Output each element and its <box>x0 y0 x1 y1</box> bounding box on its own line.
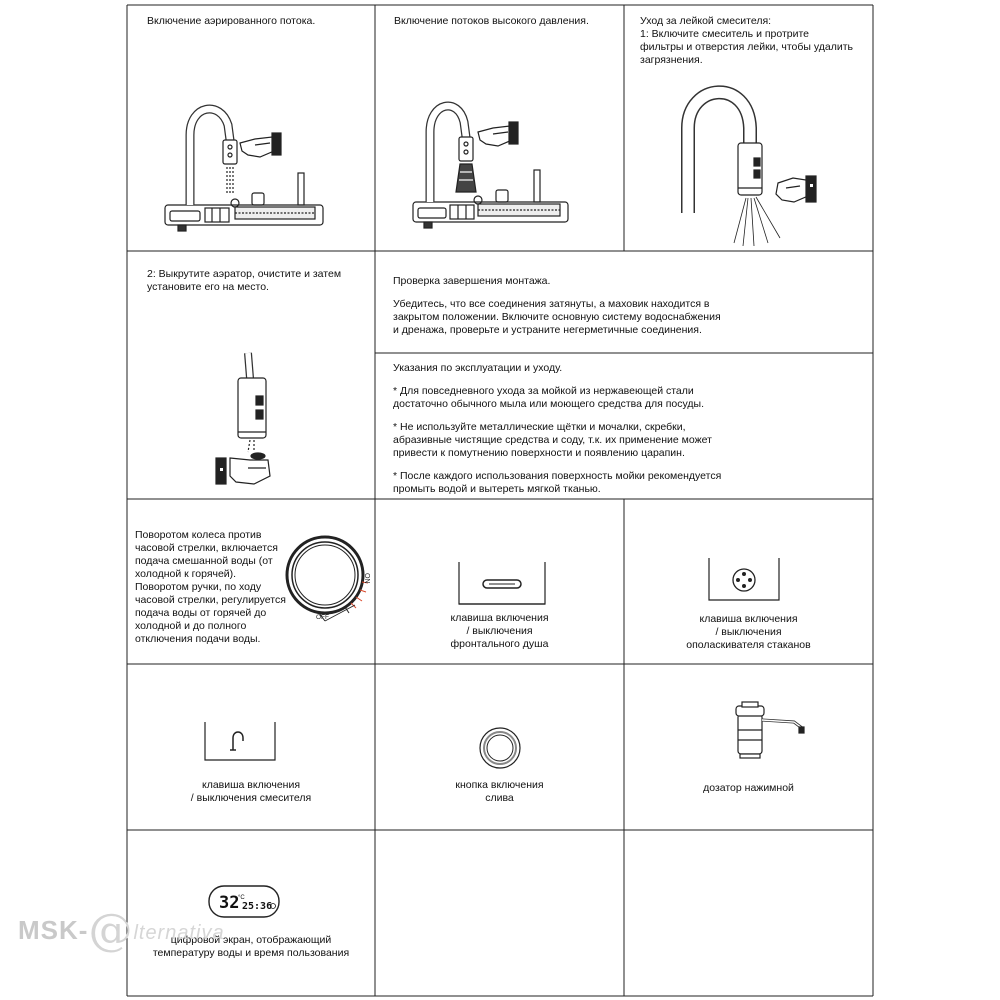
installation-check-text <box>393 275 721 337</box>
faucet-care-line-3: фильтры и отверстия лейки, чтобы удалить <box>640 41 854 53</box>
mixer-key-icon <box>203 720 279 764</box>
watermark-brand: MSK- <box>18 915 89 945</box>
faucet-head-spray-illustration <box>668 78 828 248</box>
mixer-key-line-2: / выключения смесителя <box>190 792 312 804</box>
installation-check-line-3: и дренажа, проверьте и устраните негерметичные соединения. <box>393 324 702 336</box>
installation-check-line-2: закрытом положении. Включите основную систему водоснабжения <box>393 311 721 323</box>
faucet-care-line-1: Уход за лейкой смесителя: <box>640 15 772 27</box>
usage-care-p2-line-1: * Не используйте металлические щётки и мочалки, скребки, <box>393 421 686 433</box>
soap-dispenser-icon <box>732 700 812 760</box>
aerated-flow-title: Включение аэрированного потока. <box>147 15 316 27</box>
usage-care-p3-line-2: промыть водой и вытереть мягкой тканью. <box>393 483 601 495</box>
cell-empty-1 <box>375 830 624 996</box>
mixer-key-caption <box>127 779 375 805</box>
front-shower-line-1: клавиша включения <box>450 612 549 624</box>
usage-care-p1-line-2: достаточно обычного мыла или моющего средства для посуды. <box>393 398 705 410</box>
aerator-line-1: 2: Выкрутите аэратор, очистите и затем <box>147 268 342 280</box>
control-wheel-line-1: Поворотом колеса против <box>135 529 262 541</box>
control-wheel-line-4: холодной к горячей). <box>135 568 237 580</box>
sink-faucet-high-pressure-illustration <box>408 92 578 232</box>
usage-care-text <box>393 362 721 506</box>
control-wheel-dial <box>285 535 377 627</box>
control-wheel-text <box>135 529 286 646</box>
usage-care-p2-line-2: абразивные чистящие средства и соду, т.к. их применение может <box>393 434 712 446</box>
aerator-text <box>147 268 341 294</box>
glass-rinser-line-1: клавиша включения <box>699 613 798 625</box>
display-temperature-unit: °C <box>238 895 245 901</box>
control-wheel-line-8: холодной и до полного <box>135 620 247 632</box>
mixer-key-line-1: клавиша включения <box>201 779 301 791</box>
control-wheel-line-2: часовой стрелки, включается <box>135 542 278 554</box>
faucet-care-line-4: загрязнения. <box>640 54 703 66</box>
front-shower-line-2: / выключения <box>466 625 533 637</box>
control-wheel-line-6: часовой стрелки, регулируется <box>135 594 286 606</box>
dial-on-label: ON <box>363 573 370 584</box>
control-wheel-line-9: отключения подачи воды. <box>135 633 261 645</box>
usage-care-title: Указания по эксплуатации и уходу. <box>393 362 563 374</box>
display-temperature: 32 <box>219 893 240 913</box>
cell-usage-care <box>375 353 873 499</box>
aerator-removal-illustration <box>210 348 310 498</box>
drain-button-line-2: слива <box>485 792 514 804</box>
usage-care-p1-line-1: * Для повседневного ухода за мойкой из нержавеющей стали <box>393 385 694 397</box>
drain-button-line-1: кнопка включения <box>455 779 544 791</box>
control-wheel-line-7: подача воды от горячей до <box>135 607 267 619</box>
front-shower-key-icon <box>457 560 549 608</box>
faucet-care-line-2: 1: Включите смеситель и протрите <box>640 28 810 40</box>
sink-faucet-aerated-illustration <box>160 95 330 235</box>
drain-button-caption <box>375 779 624 805</box>
display-time: 25:36 <box>242 901 273 912</box>
usage-care-p3-line-1: * После каждого использования поверхность мойки рекомендуется <box>393 470 722 482</box>
faucet-care-text <box>640 15 853 67</box>
watermark-logo <box>18 905 225 956</box>
installation-check-line-1: Убедитесь, что все соединения затянуты, а маховик находится в <box>393 298 710 310</box>
front-shower-caption <box>375 612 624 651</box>
glass-rinser-caption <box>624 613 873 652</box>
glass-rinser-line-2: / выключения <box>715 626 782 638</box>
glass-rinser-key-icon <box>707 556 783 604</box>
dial-off-label: OFF <box>316 614 329 621</box>
aerator-line-2: установите его на место. <box>147 281 269 293</box>
digital-display-line-1: цифровой экран, отображающий <box>170 934 332 946</box>
glass-rinser-line-3: ополаскивателя стаканов <box>686 639 811 651</box>
control-wheel-line-5: Поворотом ручки, по ходу <box>135 581 262 593</box>
cell-empty-2 <box>624 830 873 996</box>
usage-care-p2-line-3: привести к помутнению поверхности и появлению царапин. <box>393 447 685 459</box>
digital-display-line-2: температуру воды и время пользования <box>152 947 350 959</box>
control-wheel-line-3: подача смешанной воды (от <box>135 555 273 567</box>
soap-dispenser-label: дозатор нажимной <box>703 782 794 794</box>
watermark-rest: lternativa <box>133 922 225 944</box>
front-shower-line-3: фронтального душа <box>450 638 549 650</box>
drain-button-icon <box>478 726 522 770</box>
high-pressure-title: Включение потоков высокого давления. <box>394 15 589 27</box>
installation-check-title: Проверка завершения монтажа. <box>393 275 551 287</box>
watermark-at: @ <box>88 905 134 956</box>
cell-installation-check <box>375 251 873 353</box>
